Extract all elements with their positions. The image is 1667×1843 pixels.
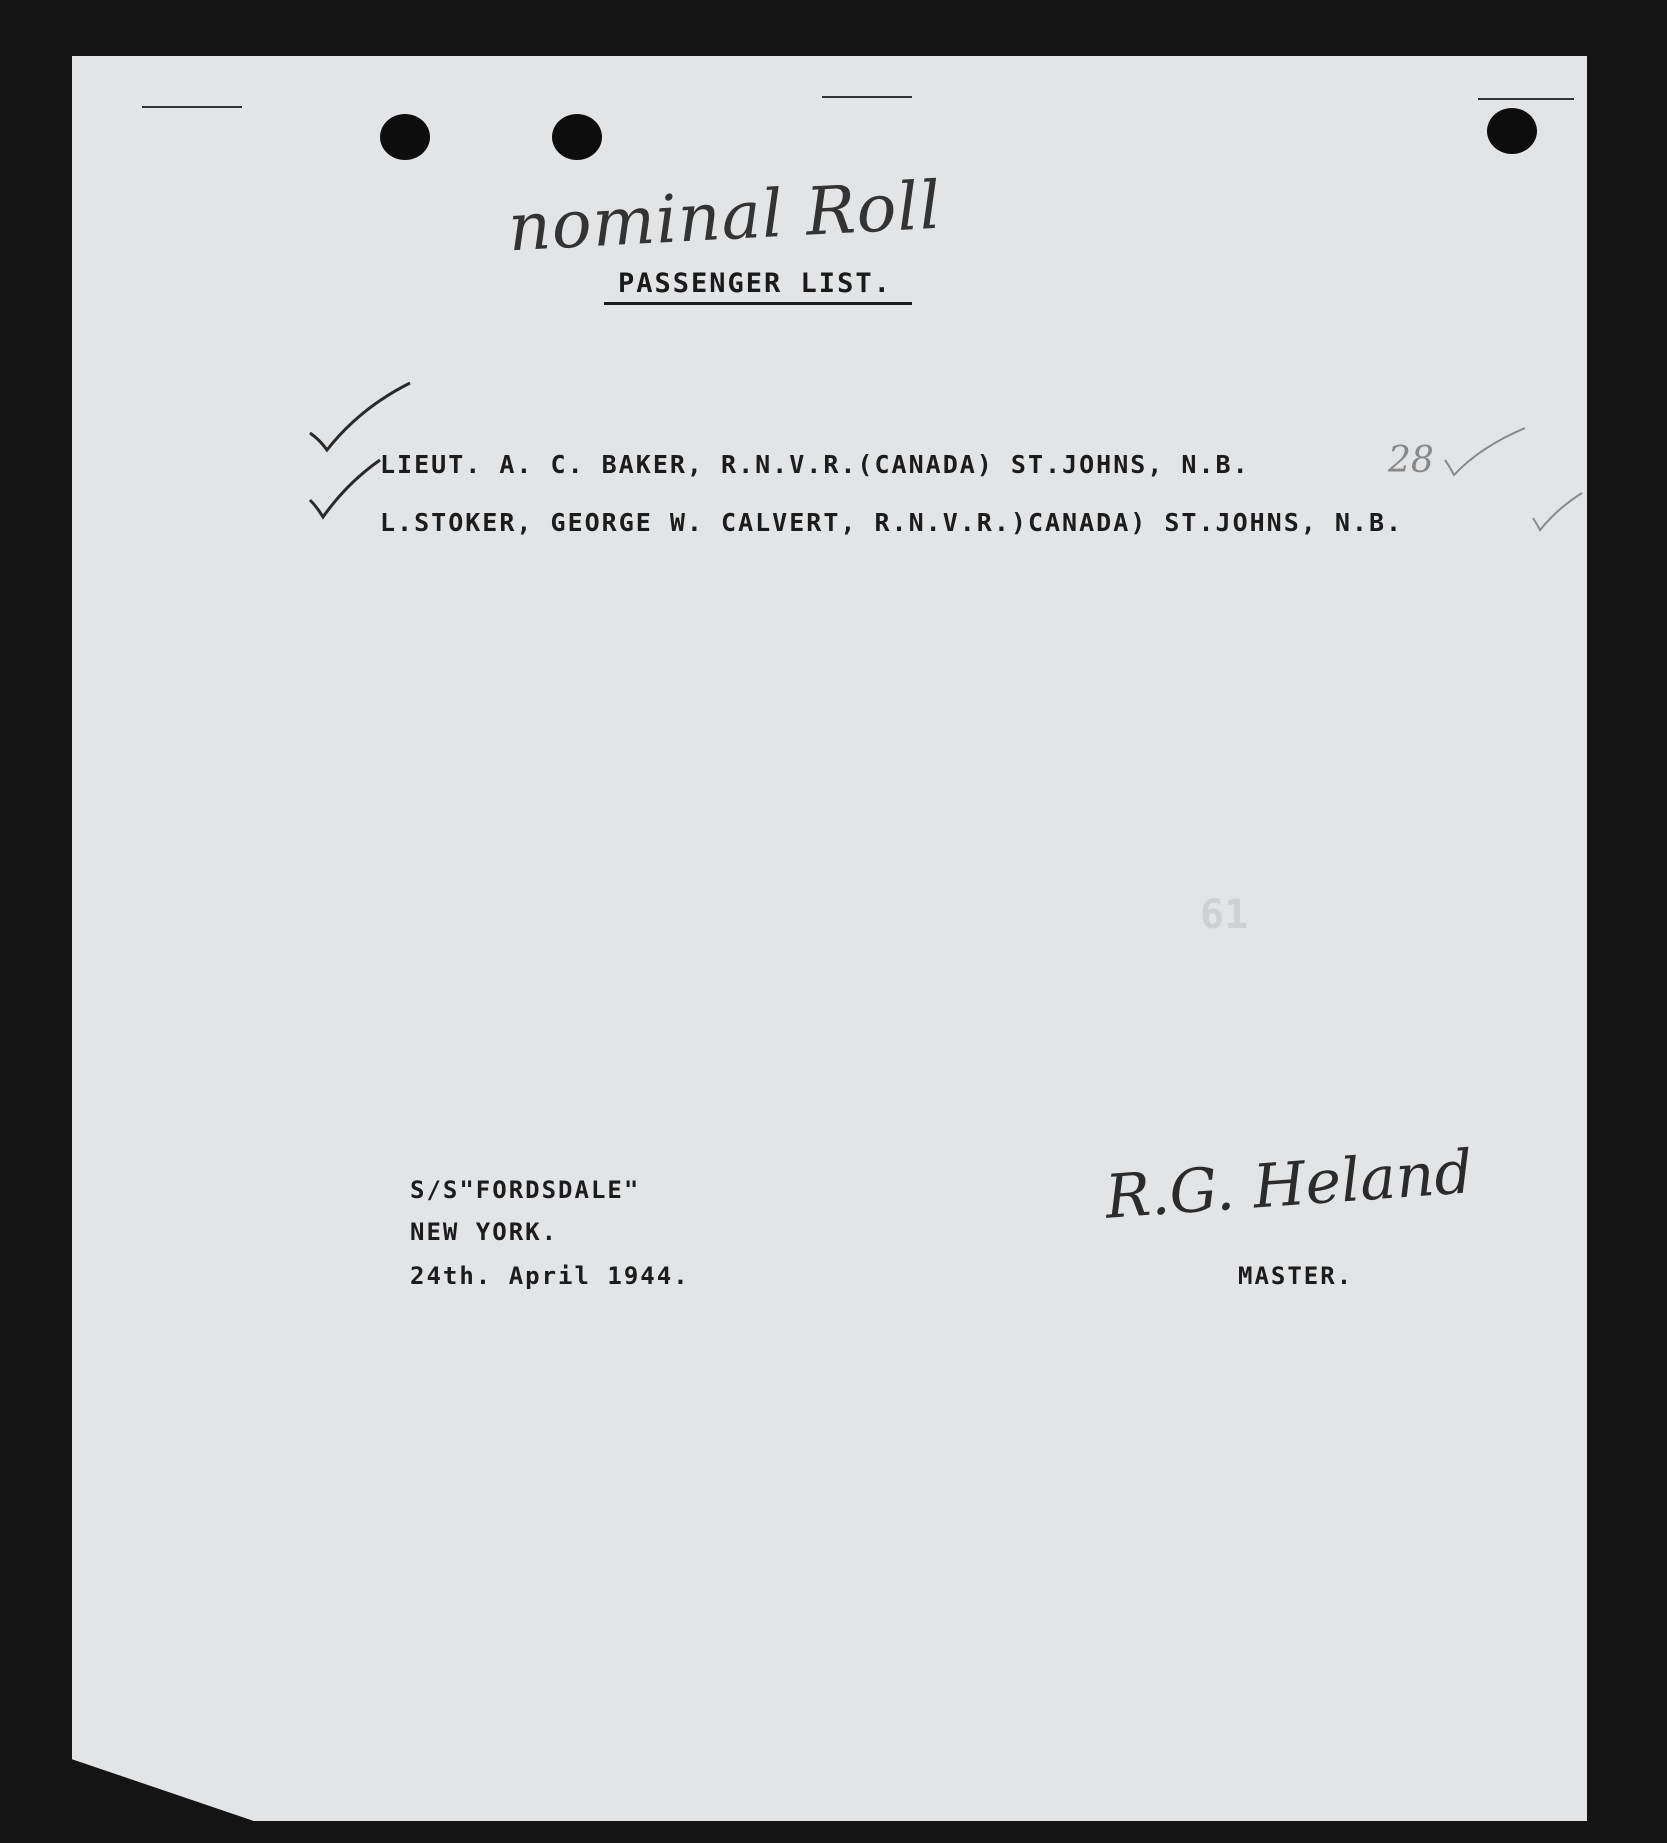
punch-hole [1487,108,1537,154]
margin-mark [142,106,242,108]
margin-mark [822,96,912,98]
faint-mark: 61 [1200,892,1249,938]
title-underline [604,302,912,305]
check-mark-icon [305,378,415,458]
handwritten-note: 28 [1388,440,1434,481]
check-mark-icon [305,455,385,525]
handwritten-title: nominal Roll [506,166,944,267]
signature-title: MASTER. [1238,1262,1354,1290]
ship-name: S/S"FORDSDALE" [410,1176,641,1204]
place: NEW YORK. [410,1218,559,1246]
signature: R.G. Heland [1103,1137,1476,1233]
punch-hole [380,114,430,160]
check-mark-icon [1440,425,1530,485]
document-page [72,56,1587,1821]
passenger-entry: LIEUT. A. C. BAKER, R.N.V.R.(CANADA) ST.JOHNS, N.B. [380,450,1250,479]
punch-hole [552,114,602,160]
check-mark-icon [1530,490,1585,535]
passenger-entry: L.STOKER, GEORGE W. CALVERT, R.N.V.R.)CANADA) ST.JOHNS, N.B. [380,508,1404,537]
page-title: PASSENGER LIST. [618,268,892,299]
margin-mark [1478,98,1574,100]
date: 24th. April 1944. [410,1262,690,1290]
